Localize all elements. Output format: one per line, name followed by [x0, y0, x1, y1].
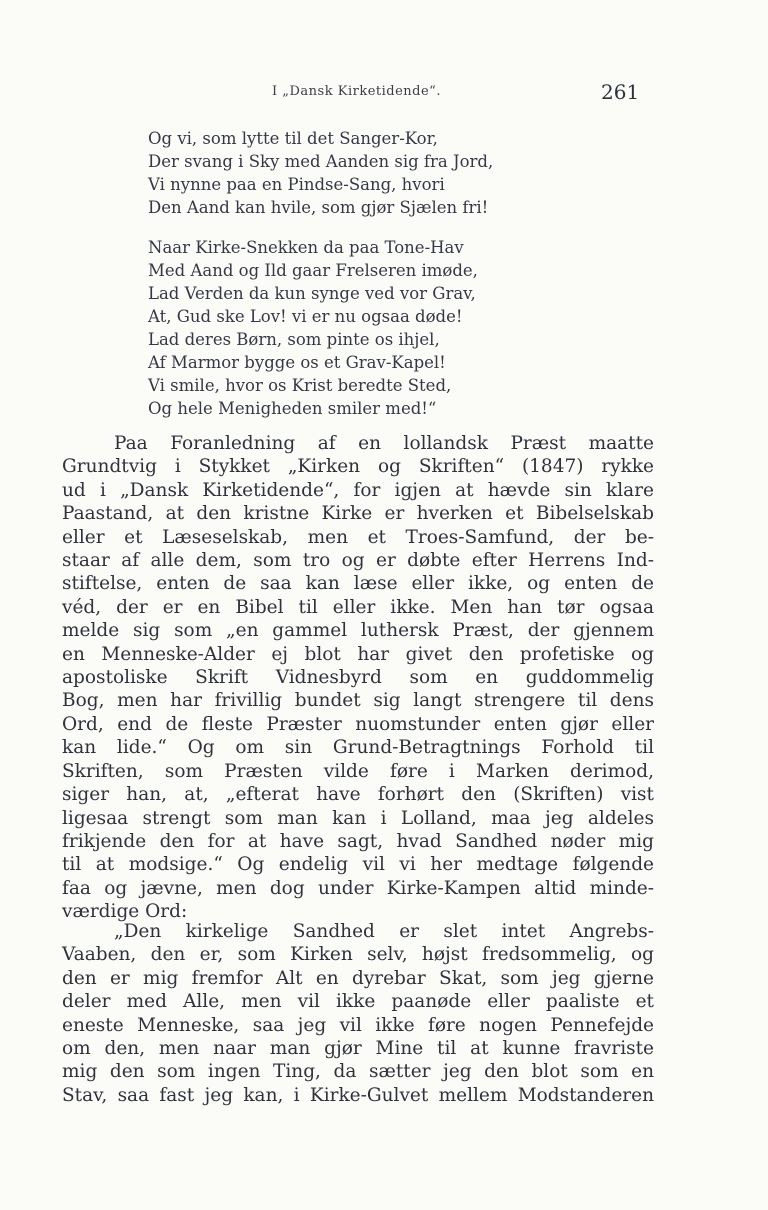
poem-line: Lad Verden da kun synge ved vor Grav, — [148, 284, 476, 303]
poem-line: Og hele Menigheden smiler med!“ — [148, 399, 437, 418]
poem-line: Vi nynne paa en Pindse-Sang, hvori — [148, 175, 445, 194]
paragraph-line: Paastand, at den kristne Kirke er hverken et Bibelselskab — [62, 503, 654, 525]
paragraph-line: ud i „Dansk Kirketidende“, for igjen at hævde sin klare — [62, 479, 654, 501]
poem-line: Og vi, som lytte til det Sanger-Kor, — [148, 129, 438, 148]
paragraph-line: om den, men naar man gjør Mine til at kunne fravriste — [62, 1038, 654, 1060]
paragraph-line: Bog, men har frivillig bundet sig langt strengere til dens — [62, 690, 654, 712]
paragraph-line: deler med Alle, men vil ikke paanøde eller paaliste et — [62, 991, 654, 1013]
paragraph-line: den er mig fremfor Alt en dyrebar Skat, som jeg gjerne — [62, 967, 654, 989]
running-title: I „Dansk Kirketidende“. — [272, 84, 441, 99]
poem-line: Den Aand kan hvile, som gjør Sjælen fri! — [148, 198, 489, 217]
paragraph-line: til at modsige.“ Og endelig vil vi her medtage følgende — [62, 854, 654, 876]
poem-line: At, Gud ske Lov! vi er nu ogsaa døde! — [148, 307, 463, 326]
poem-line: Naar Kirke-Snekken da paa Tone-Hav — [148, 238, 464, 257]
paragraph-line: Vaaben, den er, som Kirken selv, højst fredsommelig, og — [62, 944, 654, 966]
body-paragraph-2 — [62, 920, 654, 1107]
body-paragraph-1 — [62, 432, 654, 924]
paragraph-line: véd, der er en Bibel til eller ikke. Men han tør ogsaa — [62, 596, 654, 618]
paragraph-line: stiftelse, enten de saa kan læse eller ikke, og enten de — [62, 573, 654, 595]
paragraph-line: ligesaa strengt som man kan i Lolland, maa jeg aldeles — [62, 807, 654, 829]
paragraph-line: frikjende den for at have sagt, hvad Sandhed nøder mig — [62, 830, 654, 852]
paragraph-line: Paa Foranledning af en lollandsk Præst maatte — [114, 433, 654, 454]
poem-stanza-2 — [148, 236, 618, 420]
paragraph-line: faa og jævne, men dog under Kirke-Kampen altid minde- — [62, 877, 654, 899]
paragraph-line: Grundtvig i Stykket „Kirken og Skriften“ (1847) rykke — [62, 456, 654, 478]
poem-line: Lad deres Børn, som pinte os ihjel, — [148, 330, 440, 349]
page-number: 261 — [601, 80, 640, 104]
paragraph-line: mig den som ingen Ting, da sætter jeg den blot som en — [62, 1061, 654, 1083]
poem-line: Der svang i Sky med Aanden sig fra Jord, — [148, 152, 494, 171]
paragraph-line: Stav, saa fast jeg kan, i Kirke-Gulvet mellem Modstanderen — [62, 1084, 654, 1106]
poem-stanza-1 — [148, 127, 618, 219]
page-header — [0, 80, 768, 114]
paragraph-line: staar af alle dem, som tro og er døbte efter Herrens Ind- — [62, 550, 654, 572]
poem-line: Vi smile, hvor os Krist beredte Sted, — [148, 376, 452, 395]
paragraph-line: værdige Ord: — [62, 901, 188, 923]
paragraph-line: apostoliske Skrift Vidnesbyrd som en guddommelig — [62, 667, 654, 689]
paragraph-line: eller et Læseselskab, men et Troes-Samfund, der be- — [62, 526, 654, 548]
paragraph-line: melde sig som „en gammel luthersk Præst, der gjennem — [62, 620, 654, 642]
paragraph-line: Ord, end de fleste Præster nuomstunder enten gjør eller — [62, 713, 654, 735]
paragraph-line: „Den kirkelige Sandhed er slet intet Angrebs- — [114, 921, 654, 942]
poem-line: Med Aand og Ild gaar Frelseren imøde, — [148, 261, 478, 280]
paragraph-line: Skriften, som Præsten vilde føre i Marken derimod, — [62, 760, 654, 782]
poem-line: Af Marmor bygge os et Grav-Kapel! — [148, 353, 446, 372]
paragraph-line: siger han, at, „efterat have forhørt den (Skriften) vist — [62, 784, 654, 806]
paragraph-line: eneste Menneske, saa jeg vil ikke føre nogen Pennefejde — [62, 1014, 654, 1036]
paragraph-line: kan lide.“ Og om sin Grund-Betragtnings Forhold til — [62, 737, 654, 759]
paragraph-line: en Menneske-Alder ej blot har givet den profetiske og — [62, 643, 654, 665]
